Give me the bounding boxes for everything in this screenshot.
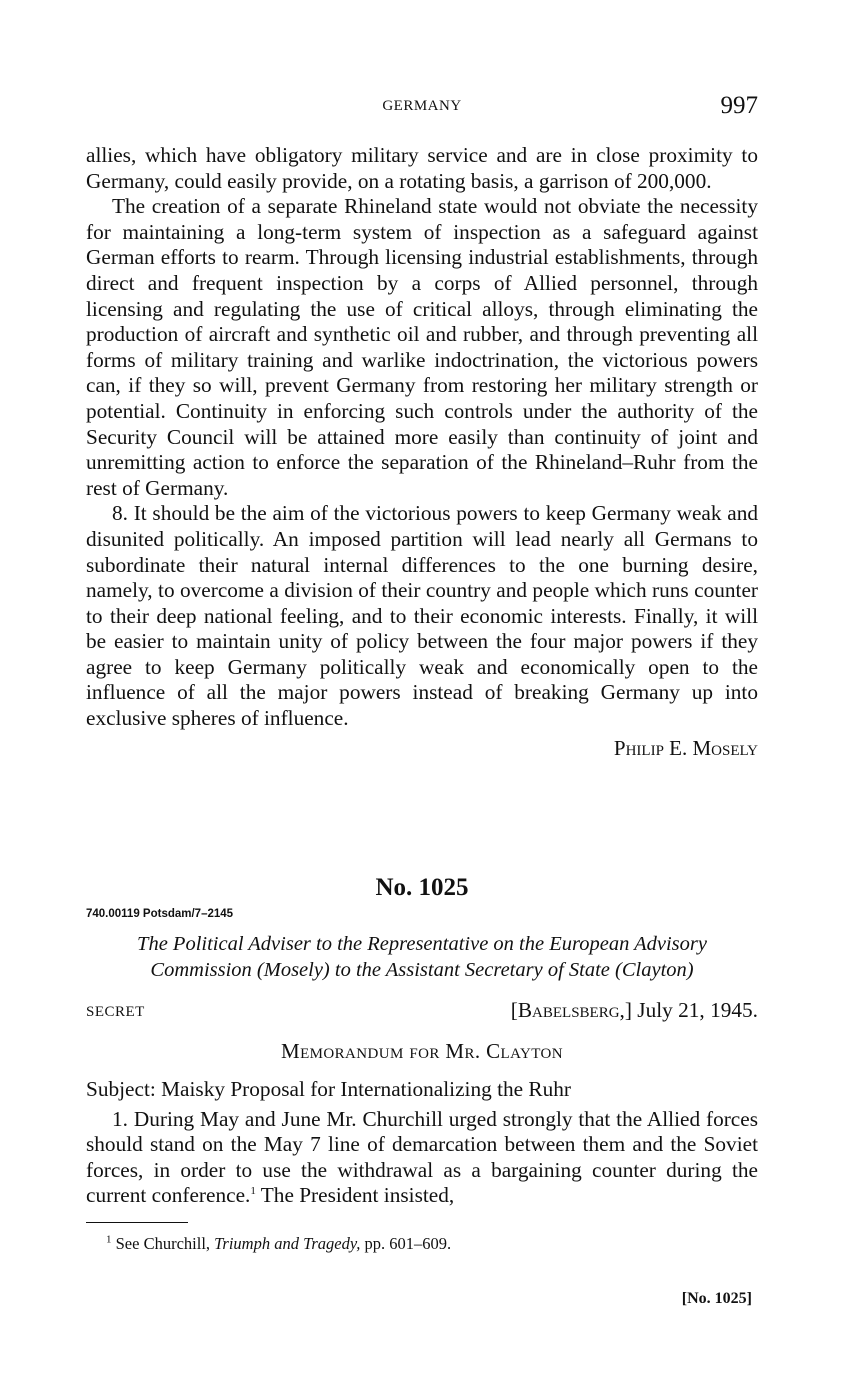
classification: SECRET [86,1004,145,1020]
place: [Babelsberg,] [510,998,632,1022]
footnote-reference: 1 [250,1185,256,1198]
footnote-rule [86,1222,188,1223]
body-text [86,143,758,761]
heading-line-1: The Political Adviser to the Representative on the European Advisory [137,933,707,955]
footnote-prefix: See Churchill, [115,1234,211,1253]
dateline [511,998,758,1023]
document-heading [86,932,758,983]
paragraph-rhineland: The creation of a separate Rhineland state would not obviate the necessity for maintaining a long-term system of inspection as a safeguard against German efforts to rearm. Through licensing industrial establishments, through direct and frequent inspection by a corps of Allied personnel, through licensing and regulating the use of critical alloys, through eliminating the production of aircraft and synthetic oil and rubber, and through preventing all forms of military training and warlike indoctrination, the victorious powers can, if they so will, prevent Germany from restoring her military strength or potential. Continuity in enforcing such controls under the authority of the Security Council will be attained more easily than continuity of joint and unremitting action to enforce the separation of the Rhineland–Ruhr from the rest of Germany. [86,194,758,500]
paragraph-8: 8. It should be the aim of the victorious powers to keep Germany weak and disunited politically. An imposed partition will lead nearly all Germans to subordinate their natural internal differences to the one burning desire, namely, to overcome a division of their country and people which runs counter to their deep national feeling, and to their economic interests. Finally, it will be easier to maintain unity of policy between the four major powers if they agree to keep Germany politically weak and economically open to the influence of all the major powers instead of breaking Germany up into exclusive spheres of influence. [86,501,758,731]
subject-line: Subject: Maisky Proposal for Internationalizing the Ruhr [86,1077,572,1101]
running-title: GERMANY [382,98,462,114]
page-number: 997 [720,92,758,119]
footnote [106,1234,451,1254]
date: July 21, 1945. [637,998,758,1022]
memo-body [86,1077,758,1209]
heading-line-2: Commission (Mosely) to the Assistant Secretary of State (Clayton) [150,958,694,981]
document-number: No. 1025 [375,874,469,901]
file-reference: 740.00119 Potsdam/7–2145 [86,908,234,920]
running-head [86,92,758,126]
paragraph-continuation: allies, which have obligatory military service and are in close proximity to Germany, could easily provide, on a rotating basis, a garrison of 200,000. [86,143,758,193]
footnote-title: Triumph and Tragedy, [214,1234,361,1253]
memo-heading: Memorandum for Mr. Clayton [281,1039,563,1063]
footnote-pages: pp. 601–609. [364,1234,452,1253]
memo-paragraph-1-tail: The President insisted, [255,1183,455,1208]
signature: Philip E. Mosely [613,735,758,760]
memo-paragraph-1 [86,1107,758,1209]
footnote-marker: 1 [106,1233,112,1246]
document-tag: [No. 1025] [681,1290,752,1307]
memo-paragraph-1-text: 1. During May and June Mr. Churchill urged strongly that the Allied forces should stand on the May 7 line of demarcation between them and the Soviet forces, in order to use the withdrawal as a bargaining counter during the current conference. [86,1106,758,1208]
